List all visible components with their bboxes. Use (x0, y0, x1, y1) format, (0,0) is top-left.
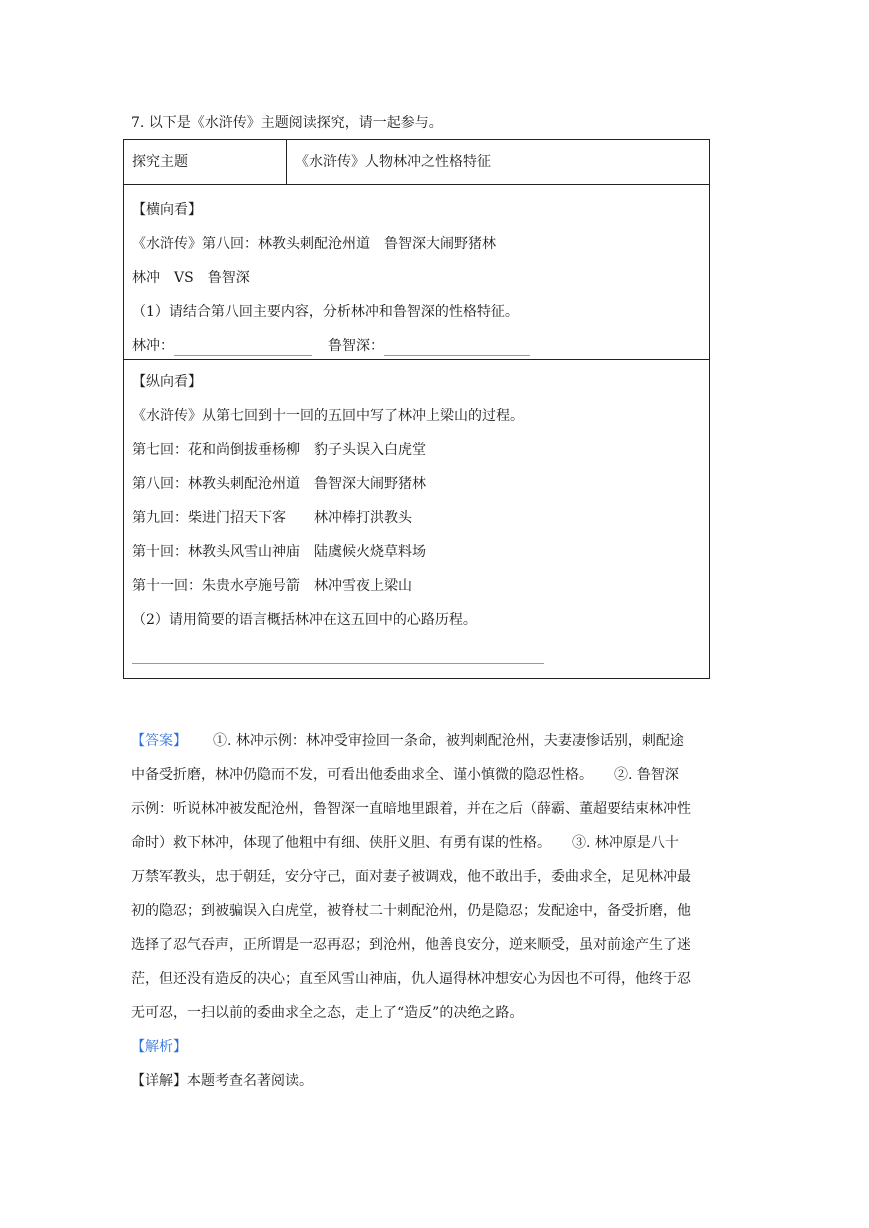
section-horizontal-row (124, 185, 710, 360)
section-vertical-row (124, 360, 710, 679)
section-vertical-cell (124, 360, 710, 679)
answer-label: 【答案】 (131, 733, 187, 749)
answer-block (131, 724, 711, 1098)
header-value: 《水浒传》人物林冲之性格特征 (295, 154, 491, 170)
header-label: 探究主题 (132, 154, 188, 170)
answer-line: 茫，但还没有造反的决心；直至风雪山神庙，仇人逼得林冲想安心为因也不可得，他终于忍 (131, 971, 691, 987)
chapter-item: 第十回：林教头风雪山神庙 陆虞候火烧草料场 (132, 544, 426, 560)
section1-heading: 【横向看】 (132, 202, 202, 218)
section2-intro: 《水浒传》从第七回到十一回的五回中写了林冲上梁山的过程。 (132, 408, 524, 424)
question-title: 7. 以下是《水浒传》主题阅读探究，请一起参与。 (131, 115, 443, 131)
section1-line2: 林冲 VS 鲁智深 (132, 270, 250, 286)
detail-text: 【详解】本题考查名著阅读。 (131, 1073, 313, 1089)
answer-line: 命时）救下林冲，体现了他粗中有细、侠肝义胆、有勇有谋的性格。 ③. 林冲原是八十 (131, 835, 679, 851)
chapter-item: 第八回：林教头刺配沧州道 鲁智深大闹野猪林 (132, 476, 426, 492)
section2-question: （2）请用简要的语言概括林冲在这五回中的心路历程。 (132, 612, 477, 628)
lin-chong-label: 林冲： (132, 338, 174, 354)
inquiry-table (123, 139, 710, 679)
answer-text: ①. 林冲示例：林冲受审捡回一条命，被判刺配沧州，夫妻凄惨话别，刺配途 (213, 733, 684, 749)
lin-chong-answer-blank[interactable] (174, 337, 312, 356)
lu-zhishen-label: 鲁智深： (328, 338, 384, 354)
answer-line: 初的隐忍；到被骗误入白虎堂，被脊杖二十刺配沧州，仍是隐忍；发配途中，备受折磨，他 (131, 903, 691, 919)
section1-line3: （1）请结合第八回主要内容，分析林冲和鲁智深的性格特征。 (132, 304, 519, 320)
answer-line (131, 724, 711, 758)
chapter-item: 第九回：柴进门招天下客 林冲棒打洪教头 (132, 510, 412, 526)
analysis-label: 【解析】 (131, 1039, 187, 1055)
lu-zhishen-answer-blank[interactable] (384, 337, 530, 356)
section1-line1: 《水浒传》第八回：林教头刺配沧州道 鲁智深大闹野猪林 (132, 236, 496, 252)
section2-heading: 【纵向看】 (132, 374, 202, 390)
journey-answer-blank[interactable] (132, 645, 544, 664)
answer-line: 中备受折磨，林冲仍隐而不发，可看出他委曲求全、谨小慎微的隐忍性格。 ②. 鲁智深 (131, 767, 679, 783)
answer-line: 无可忍，一扫以前的委曲求全之态，走上了“造反”的决绝之路。 (131, 1005, 524, 1021)
section1-blanks (132, 329, 701, 363)
answer-line: 选择了忍气吞声，正所谓是一忍再忍；到沧州，他善良安分，逆来顺受，虽对前途产生了迷 (131, 937, 691, 953)
header-label-cell (124, 140, 287, 185)
chapter-item: 第十一回：朱贵水亭施号箭 林冲雪夜上梁山 (132, 578, 412, 594)
section2-blank-line (132, 637, 701, 671)
header-value-cell (287, 140, 710, 185)
chapter-item: 第七回：花和尚倒拔垂杨柳 豹子头误入白虎堂 (132, 442, 426, 458)
answer-line: 万禁军教头，忠于朝廷，安分守己，面对妻子被调戏，他不敢出手，委曲求全，足见林冲最 (131, 869, 691, 885)
table-header-row (124, 140, 710, 185)
section-horizontal-cell (124, 185, 710, 360)
answer-line: 示例：听说林冲被发配沧州，鲁智深一直暗地里跟着，并在之后（薛霸、董超要结束林冲性 (131, 801, 691, 817)
